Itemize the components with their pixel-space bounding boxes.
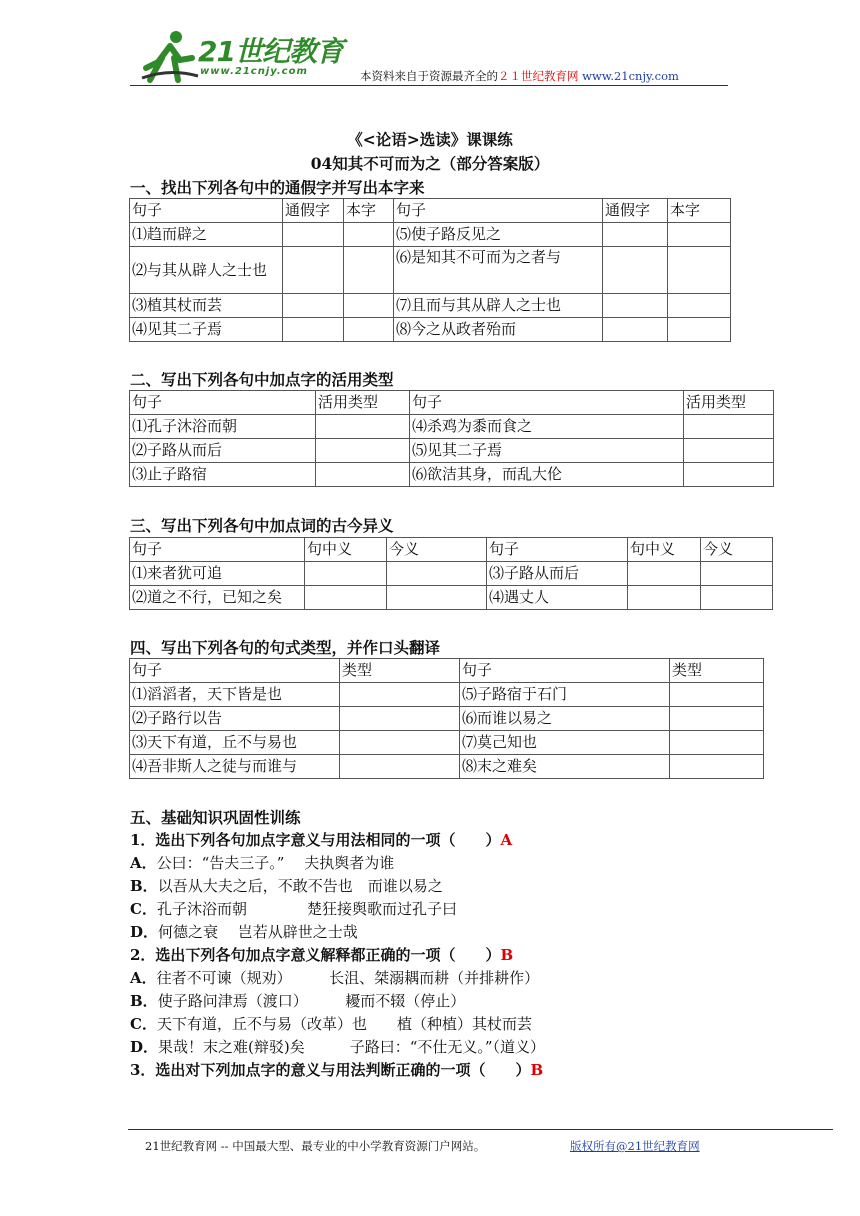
header-site-url[interactable]: www.21cnjy.com xyxy=(582,69,679,83)
answer-cell[interactable] xyxy=(344,247,394,294)
table-row xyxy=(130,755,764,779)
header-note xyxy=(360,68,679,84)
col-header: 句子 xyxy=(394,199,603,223)
col-header: 类型 xyxy=(340,659,460,683)
col-header: 句子 xyxy=(487,538,628,562)
answer-cell[interactable] xyxy=(670,731,764,755)
section-1-heading: 一、找出下列各句中的通假字并写出本字来 xyxy=(130,178,425,197)
table-row xyxy=(130,223,731,247)
col-header: 句子 xyxy=(130,538,305,562)
answer-cell[interactable] xyxy=(684,439,774,463)
table-row xyxy=(130,683,764,707)
answer-label: A xyxy=(500,831,513,849)
col-header: 句子 xyxy=(410,391,684,415)
option-text: 孔子沐浴而朝 楚狂接舆歌而过孔子曰 xyxy=(156,900,457,918)
option-key: A． xyxy=(130,854,157,872)
sentence-cell: ⑵道之不行，已知之矣 xyxy=(130,586,305,610)
sentence-cell: ⑴来者犹可追 xyxy=(130,562,305,586)
sentence-cell: ⑸使子路反见之 xyxy=(394,223,603,247)
table-row xyxy=(130,562,773,586)
option-text: 以吾从大夫之后，不敢不告也 而谁以易之 xyxy=(157,877,443,895)
col-header: 句子 xyxy=(130,391,316,415)
table-row xyxy=(130,463,774,487)
section-4-heading: 四、写出下列各句的句式类型，并作口头翻译 xyxy=(130,638,441,657)
table-row xyxy=(130,247,731,294)
header-site-name: ２１世纪教育网 xyxy=(498,69,579,83)
answer-label: B xyxy=(530,1061,544,1079)
table-header-row xyxy=(130,199,731,223)
sentence-cell: ⑻今之从政者殆而 xyxy=(394,318,603,342)
option-key: B． xyxy=(130,877,158,895)
answer-cell[interactable] xyxy=(340,731,460,755)
answer-cell[interactable] xyxy=(305,586,387,610)
option-text: 果哉！末之难(辩驳)矣 子路曰：“不仕无义。”（道义） xyxy=(158,1038,546,1056)
site-logo xyxy=(140,28,343,86)
table-row xyxy=(130,294,731,318)
option-row xyxy=(130,990,465,1011)
copyright-link[interactable]: 版权所有@21世纪教育网 xyxy=(570,1139,700,1153)
col-header: 通假字 xyxy=(283,199,344,223)
answer-cell[interactable] xyxy=(668,294,731,318)
option-row xyxy=(130,852,394,873)
col-header: 活用类型 xyxy=(684,391,774,415)
answer-cell[interactable] xyxy=(305,562,387,586)
answer-cell[interactable] xyxy=(344,294,394,318)
option-key: D． xyxy=(130,923,159,941)
sentence-cell: ⑷见其二子焉 xyxy=(130,318,283,342)
sentence-cell: ⑶子路从而后 xyxy=(487,562,628,586)
answer-label: B xyxy=(500,946,514,964)
table-row xyxy=(130,707,764,731)
sentence-cell: ⑻末之难矣 xyxy=(460,755,670,779)
col-header: 句子 xyxy=(460,659,670,683)
section-3-heading: 三、写出下列各句中加点词的古今异义 xyxy=(130,516,394,535)
answer-cell[interactable] xyxy=(701,586,773,610)
sentence-cell: ⑷吾非斯人之徒与而谁与 xyxy=(130,755,340,779)
question-2 xyxy=(130,944,513,965)
answer-cell[interactable] xyxy=(628,562,701,586)
col-header: 本字 xyxy=(344,199,394,223)
col-header: 通假字 xyxy=(603,199,668,223)
answer-cell[interactable] xyxy=(603,247,668,294)
col-header: 类型 xyxy=(670,659,764,683)
logo-text: 21世纪教育 xyxy=(198,35,343,68)
header-note-text: 本资料来自于资源最齐全的 xyxy=(360,69,498,83)
sentence-cell: ⑷遇丈人 xyxy=(487,586,628,610)
page-subtitle: 04知其不可而为之（部分答案版） xyxy=(310,154,550,173)
answer-cell[interactable] xyxy=(344,318,394,342)
col-header: 句中义 xyxy=(628,538,701,562)
option-key: C． xyxy=(130,1015,157,1033)
answer-cell[interactable] xyxy=(670,683,764,707)
col-header: 今义 xyxy=(701,538,773,562)
section-4-table xyxy=(129,658,764,779)
question-3 xyxy=(130,1059,543,1080)
section-5-heading: 五、基础知识巩固性训练 xyxy=(130,808,301,827)
answer-cell[interactable] xyxy=(283,294,344,318)
option-row xyxy=(130,967,539,988)
sentence-cell: ⑸子路宿于石门 xyxy=(460,683,670,707)
col-header: 本字 xyxy=(668,199,731,223)
question-stem: 1．选出下列各句加点字意义与用法相同的一项（ ） xyxy=(130,831,501,849)
logo-url: www.21cnjy.com xyxy=(200,66,308,77)
answer-cell[interactable] xyxy=(344,223,394,247)
answer-cell[interactable] xyxy=(701,562,773,586)
answer-cell[interactable] xyxy=(628,586,701,610)
col-header: 句子 xyxy=(130,199,283,223)
col-header: 句中义 xyxy=(305,538,387,562)
option-text: 使子路问津焉（渡口） 耰而不辍（停止） xyxy=(157,992,466,1010)
sentence-cell: ⑵子路行以告 xyxy=(130,707,340,731)
sentence-cell: ⑴滔滔者，天下皆是也 xyxy=(130,683,340,707)
answer-cell[interactable] xyxy=(670,755,764,779)
option-row xyxy=(130,898,457,919)
option-row xyxy=(130,1013,532,1034)
section-2-heading: 二、写出下列各句中加点字的活用类型 xyxy=(130,370,394,389)
table-row xyxy=(130,439,774,463)
sentence-cell: ⑶植其杖而芸 xyxy=(130,294,283,318)
answer-cell[interactable] xyxy=(684,415,774,439)
answer-cell[interactable] xyxy=(316,439,410,463)
option-row xyxy=(130,875,443,896)
sentence-cell: ⑺且而与其从辟人之士也 xyxy=(394,294,603,318)
answer-cell[interactable] xyxy=(283,223,344,247)
option-key: D． xyxy=(130,1038,159,1056)
col-header: 句子 xyxy=(130,659,340,683)
answer-cell[interactable] xyxy=(603,318,668,342)
sentence-cell: ⑷杀鸡为黍而食之 xyxy=(410,415,684,439)
footer-divider xyxy=(128,1129,833,1130)
sentence-cell: ⑶天下有道，丘不与易也 xyxy=(130,731,340,755)
table-row xyxy=(130,586,773,610)
page-title: 《<论语>选读》课课练 xyxy=(347,130,513,149)
option-key: A． xyxy=(130,969,157,987)
col-header: 今义 xyxy=(387,538,487,562)
header-divider xyxy=(130,85,728,86)
sentence-cell: ⑸见其二子焉 xyxy=(410,439,684,463)
footer-text: 21世纪教育网 -- 中国最大型、最专业的中小学教育资源门户网站。 xyxy=(145,1139,486,1153)
answer-cell[interactable] xyxy=(668,223,731,247)
option-row xyxy=(130,921,358,942)
runner-logo-icon xyxy=(140,28,200,86)
answer-cell[interactable] xyxy=(340,683,460,707)
sentence-cell: ⑵与其从辟人之士也 xyxy=(130,247,283,294)
answer-cell[interactable] xyxy=(603,294,668,318)
option-key: C． xyxy=(130,900,157,918)
sentence-cell: ⑴孔子沐浴而朝 xyxy=(130,415,316,439)
table-row xyxy=(130,731,764,755)
option-text: 公曰：“告夫三子。” 夫执舆者为谁 xyxy=(156,854,395,872)
question-stem: 2．选出下列各句加点字意义解释都正确的一项（ ） xyxy=(130,946,501,964)
sentence-cell: ⑺莫己知也 xyxy=(460,731,670,755)
sentence-cell: ⑴趋而辟之 xyxy=(130,223,283,247)
answer-cell[interactable] xyxy=(316,463,410,487)
table-header-row xyxy=(130,659,764,683)
answer-cell[interactable] xyxy=(283,318,344,342)
table-header-row xyxy=(130,391,774,415)
answer-cell[interactable] xyxy=(668,318,731,342)
answer-cell[interactable] xyxy=(340,707,460,731)
option-text: 何德之衰 岂若从辟世之士哉 xyxy=(158,923,358,941)
answer-cell[interactable] xyxy=(283,247,344,294)
table-row xyxy=(130,415,774,439)
sentence-cell: ⑹欲洁其身，而乱大伦 xyxy=(410,463,684,487)
question-stem: 3．选出对下列加点字的意义与用法判断正确的一项（ ） xyxy=(130,1061,531,1079)
table-header-row xyxy=(130,538,773,562)
option-text: 天下有道，丘不与易（改革）也 植（种植）其杖而芸 xyxy=(156,1015,532,1033)
col-header: 活用类型 xyxy=(316,391,410,415)
option-key: B． xyxy=(130,992,158,1010)
section-1-table xyxy=(129,198,731,342)
question-1 xyxy=(130,829,512,850)
option-row xyxy=(130,1036,545,1057)
table-row xyxy=(130,318,731,342)
answer-cell[interactable] xyxy=(603,223,668,247)
answer-cell[interactable] xyxy=(387,586,487,610)
answer-cell[interactable] xyxy=(316,415,410,439)
answer-cell[interactable] xyxy=(684,463,774,487)
sentence-cell: ⑹而谁以易之 xyxy=(460,707,670,731)
answer-cell[interactable] xyxy=(668,247,731,294)
sentence-cell: ⑹是知其不可而为之者与 xyxy=(394,247,603,294)
answer-cell[interactable] xyxy=(387,562,487,586)
answer-cell[interactable] xyxy=(340,755,460,779)
option-text: 往者不可谏（规劝） 长沮、桀溺耦而耕（并排耕作） xyxy=(156,969,540,987)
sentence-cell: ⑶止子路宿 xyxy=(130,463,316,487)
section-2-table xyxy=(129,390,774,487)
section-3-table xyxy=(129,537,773,610)
sentence-cell: ⑵子路从而后 xyxy=(130,439,316,463)
answer-cell[interactable] xyxy=(670,707,764,731)
